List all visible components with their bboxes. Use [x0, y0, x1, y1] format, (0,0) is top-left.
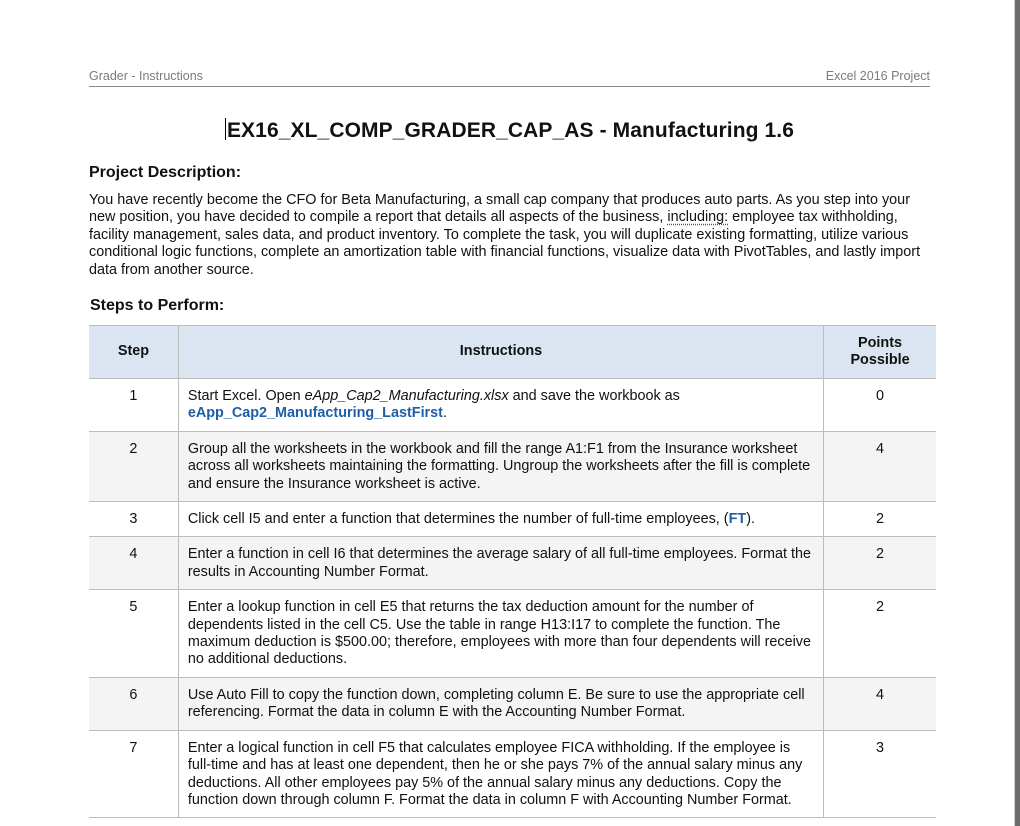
step-number: 2: [89, 431, 178, 501]
instruction-text: Click cell I5 and enter a function that determines the number of full-time employees, (: [187, 511, 729, 528]
project-description-heading: Project Description:: [89, 164, 242, 181]
step-points: 2: [824, 590, 936, 678]
step-instruction: [178, 502, 823, 537]
step-number: 1: [89, 379, 178, 432]
document-title-block[interactable]: [89, 118, 930, 143]
project-description: [89, 192, 930, 279]
step-instruction: Enter a lookup function in cell E5 that returns the tax deduction amount for the number of dependents listed in the cell C5. Use the table in range H13:I17 to complete the function. The maximum deduction is $500.00; therefore, employees with more than four dependents will receive no additional deductions.: [178, 590, 823, 678]
source-filename: eApp_Cap2_Manufacturing.xlsx: [304, 388, 509, 404]
table-row: [89, 537, 936, 590]
table-row: [89, 730, 936, 818]
saveas-filename: eApp_Cap2_Manufacturing_LastFirst: [187, 405, 443, 422]
step-instruction: Group all the worksheets in the workbook and fill the range A1:F1 from the Insurance worksheet across all worksheets maintaining the formatting. Ungroup the worksheets after the fill is complete and ensure the Insurance worksheet is active.: [178, 431, 823, 501]
step-number: 6: [89, 677, 178, 730]
description-text-start: You have recently become the CFO for Beta Manufacturing, a small cap company that produces auto parts. As you step into your new position, you have decided to compile a report that details all aspects of the business,: [89, 192, 910, 226]
instruction-text: ).: [746, 511, 755, 528]
step-number: 5: [89, 590, 178, 678]
step-points: 3: [824, 730, 936, 818]
step-instruction: Use Auto Fill to copy the function down, completing column E. Be sure to use the appropriate cell referencing. Format the data in column E with the Accounting Number Format.: [178, 677, 823, 730]
table-row: [89, 379, 936, 432]
step-points: 2: [824, 537, 936, 590]
step-points: 4: [824, 677, 936, 730]
step-points: 2: [824, 502, 936, 537]
header-left-text: Grader - Instructions: [89, 69, 203, 83]
instruction-text: Start Excel. Open: [187, 388, 305, 404]
step-instruction: Enter a function in cell I6 that determines the average salary of all full-time employees. Format the results in Accounting Number Format.: [178, 537, 823, 590]
text-cursor: [225, 118, 226, 140]
header-right-text: Excel 2016 Project: [825, 69, 930, 83]
header-points-label: Points Possible: [850, 334, 910, 368]
step-instruction: [178, 379, 823, 432]
description-flagged-word[interactable]: including:: [667, 209, 729, 226]
running-header: [89, 68, 930, 87]
header-step: Step: [89, 326, 178, 379]
step-points: 4: [824, 431, 936, 501]
document-title: EX16_XL_COMP_GRADER_CAP_AS - Manufacturing 1.6: [226, 119, 795, 142]
step-number: 3: [89, 502, 178, 537]
header-instructions: Instructions: [178, 326, 823, 379]
table-row: [89, 431, 936, 501]
range-name: FT: [728, 511, 747, 528]
instruction-text: and save the workbook as: [508, 388, 680, 404]
instruction-text: .: [442, 405, 447, 422]
step-number: 4: [89, 537, 178, 590]
steps-table: [89, 325, 936, 818]
window-right-edge: [1015, 0, 1020, 826]
step-instruction: Enter a logical function in cell F5 that calculates employee FICA withholding. If the employee is full-time and has at least one dependent, then he or she pays 7% of the annual salary minus any deductions. All other employees pay 5% of the annual salary minus any deductions. Copy the function down through column F. Format the data in column F with Accounting Number Format.: [178, 730, 823, 818]
step-number: 7: [89, 730, 178, 818]
step-points: 0: [824, 379, 936, 432]
table-header-row: [89, 326, 936, 379]
header-points: [824, 326, 936, 379]
steps-heading: Steps to Perform:: [90, 297, 225, 314]
table-row: [89, 677, 936, 730]
table-row: [89, 590, 936, 678]
table-row: [89, 502, 936, 537]
description-text-end: employee tax withholding, facility management, sales data, and product inventory. To complete the task, you will duplicate existing formatting, utilize various conditional logic functions, complete an amortization table with financial functions, visualize data with PivotTables, and lastly import data from another source.: [89, 209, 921, 278]
